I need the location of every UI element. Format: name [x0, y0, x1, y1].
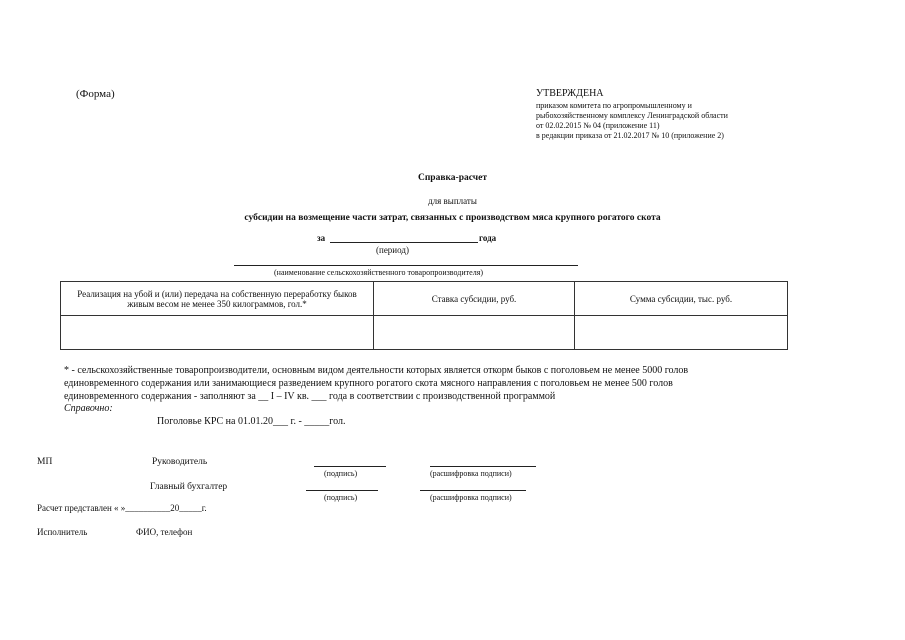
table-cell-quantity[interactable]	[61, 316, 374, 350]
producer-line	[234, 265, 578, 266]
executor-label: Исполнитель	[37, 527, 88, 537]
form-label: (Форма)	[76, 88, 115, 100]
reference-label: Справочно:	[64, 403, 113, 414]
table-header-cell: Сумма субсидии, тыс. руб.	[575, 282, 788, 316]
footnote-line: * - сельскохозяйственные товаропроизводители, основным видом деятельности которых является откорм быков с поголовьем не менее 5000 голов	[64, 365, 689, 376]
table-header-cell: Реализация на убой и (или) передача на собственную переработку быков живым весом не менее 350 килограммов, гол.*	[61, 282, 374, 316]
producer-caption: (наименование сельскохозяйственного товаропроизводителя)	[274, 268, 484, 277]
period-prefix: за	[317, 233, 326, 243]
decoding-caption: (расшифровка подписи)	[430, 493, 512, 502]
submitted-date-line: Расчет представлен « »__________20_____г.	[37, 503, 207, 513]
head-decoding-line	[430, 466, 536, 467]
chief-accountant-label: Главный бухгалтер	[150, 482, 228, 492]
table-cell-amount[interactable]	[575, 316, 788, 350]
table-header-cell: Ставка субсидии, руб.	[374, 282, 575, 316]
approval-line: в редакции приказа от 21.02.2017 № 10 (приложение 2)	[536, 131, 724, 140]
signature-caption: (подпись)	[324, 469, 358, 478]
approval-line: от 02.02.2015 № 04 (приложение 11)	[536, 121, 660, 130]
approval-line: рыбохозяйственному комплексу Ленинградской области	[536, 111, 728, 120]
head-label: Руководитель	[152, 457, 208, 467]
head-signature-line	[314, 466, 386, 467]
livestock-line: Поголовье КРС на 01.01.20___ г. - _____гол.	[157, 416, 346, 427]
approval-line: приказом комитета по агропромышленному и	[536, 101, 692, 110]
table-cell-rate[interactable]	[374, 316, 575, 350]
executor-value: ФИО, телефон	[136, 527, 193, 537]
accountant-decoding-line	[420, 490, 526, 491]
stamp-label: МП	[37, 457, 53, 467]
signature-caption: (подпись)	[324, 493, 358, 502]
document-title: Справка-расчет	[417, 173, 488, 183]
period-caption: (период)	[376, 245, 409, 255]
period-line	[330, 242, 478, 243]
decoding-caption: (расшифровка подписи)	[430, 469, 512, 478]
for-payment-text: для выплаты	[428, 196, 477, 206]
approval-heading: УТВЕРЖДЕНА	[536, 88, 604, 99]
subsidy-subtitle: субсидии на возмещение части затрат, связанных с производством мяса крупного рогатого скота	[244, 213, 661, 223]
period-suffix: года	[479, 233, 497, 243]
subsidy-table	[60, 281, 788, 350]
footnote-line: единовременного содержания или занимающиеся разведением крупного рогатого скота мясного направления с поголовьем не менее 500 голов	[64, 378, 673, 389]
footnote-line: единовременного содержания - заполняют за __ I – IV кв. ___ года в соответствии с производственной программой	[64, 391, 556, 402]
accountant-signature-line	[306, 490, 378, 491]
